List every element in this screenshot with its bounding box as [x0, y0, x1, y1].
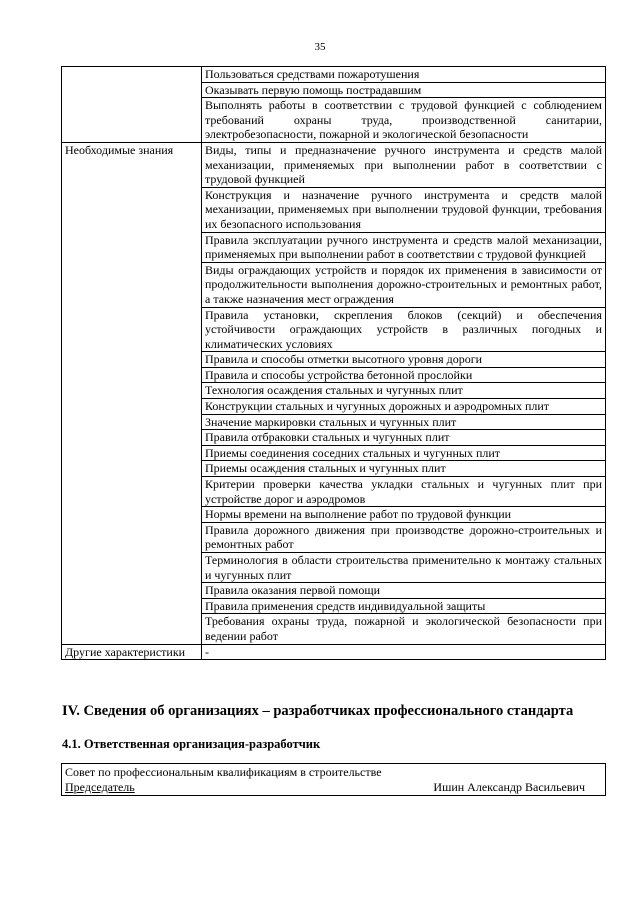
row-value: Выполнять работы в соответствии с трудовой функцией с соблюдением требований охраны труда, производственной санитарии, электробезопасности, пожарной и экологической безопасности: [202, 98, 606, 143]
organization-cell: [62, 764, 606, 796]
standard-requirements-table: [61, 66, 606, 660]
row-value: Правила и способы устройства бетонной прослойки: [202, 367, 606, 383]
row-value: Приемы соединения соседних стальных и чугунных плит: [202, 445, 606, 461]
row-value: Правила применения средств индивидуальной защиты: [202, 598, 606, 614]
knowledge-row: [62, 142, 606, 187]
subsection-title: 4.1. Ответственная организация-разработчик: [62, 737, 321, 751]
row-value: Правила оказания первой помощи: [202, 583, 606, 599]
developer-organization-table: [61, 763, 606, 796]
row-value: Значение маркировки стальных и чугунных плит: [202, 414, 606, 430]
row-value: Правила дорожного движения при производстве дорожно-строительных и ремонтных работ: [202, 522, 606, 552]
signature-line: [65, 780, 602, 795]
skill-row: [62, 67, 606, 83]
row-value: Виды ограждающих устройств и порядок их применения в зависимости от продолжительности выполнения дорожно-строительных и ремонтных работ, а также назначения мест ограждения: [202, 262, 606, 307]
row-value: Требования охраны труда, пожарной и экологической безопасности при ведении работ: [202, 614, 606, 644]
page-number: 35: [314, 41, 326, 53]
row-value: Критерии проверки качества укладки стальных и чугунных плит при устройстве дорог и аэродромов: [202, 477, 606, 507]
row-value: Нормы времени на выполнение работ по трудовой функции: [202, 507, 606, 523]
row-value: -: [202, 644, 606, 660]
row-value: Технология осаждения стальных и чугунных плит: [202, 383, 606, 399]
section-title: IV. Сведения об организациях – разработчиках профессионального стандарта: [62, 703, 574, 719]
row-value: Правила эксплуатации ручного инструмента и средств малой механизации, применяемых при выполнении работ в соответствии с трудовой функцией: [202, 232, 606, 262]
row-value: Правила отбраковки стальных и чугунных плит: [202, 430, 606, 446]
row-value: Правила установки, скрепления блоков (секций) и обеспечения устойчивости ограждающих устройств в различных погодных и климатических условиях: [202, 307, 606, 352]
row-value: Конструкции стальных и чугунных дорожных и аэродромных плит: [202, 399, 606, 415]
person-name: Ишин Александр Васильевич: [433, 779, 585, 794]
row-label: Другие характеристики: [62, 644, 202, 660]
organization-name: Совет по профессиональным квалификациям в строительстве: [65, 765, 382, 779]
position-title: Председатель: [65, 779, 135, 794]
other-characteristics-row: [62, 644, 606, 660]
row-value: Терминология в области строительства применительно к монтажу стальных и чугунных плит: [202, 553, 606, 583]
organization-row: [62, 764, 606, 796]
row-value: Конструкция и назначение ручного инструмента и средств малой механизации, применяемых при выполнении трудовой функции, требования их безопасного использования: [202, 187, 606, 232]
row-label: [62, 67, 202, 143]
row-label: Необходимые знания: [62, 142, 202, 644]
row-value: Приемы осаждения стальных и чугунных плит: [202, 461, 606, 477]
standard-requirements-body: [62, 67, 606, 660]
row-value: Правила и способы отметки высотного уровня дороги: [202, 352, 606, 368]
row-value: Пользоваться средствами пожаротушения: [202, 67, 606, 83]
row-value: Виды, типы и предназначение ручного инструмента и средств малой механизации, применяемых при выполнении работ в соответствии с трудовой функцией: [202, 142, 606, 187]
row-value: Оказывать первую помощь пострадавшим: [202, 82, 606, 98]
